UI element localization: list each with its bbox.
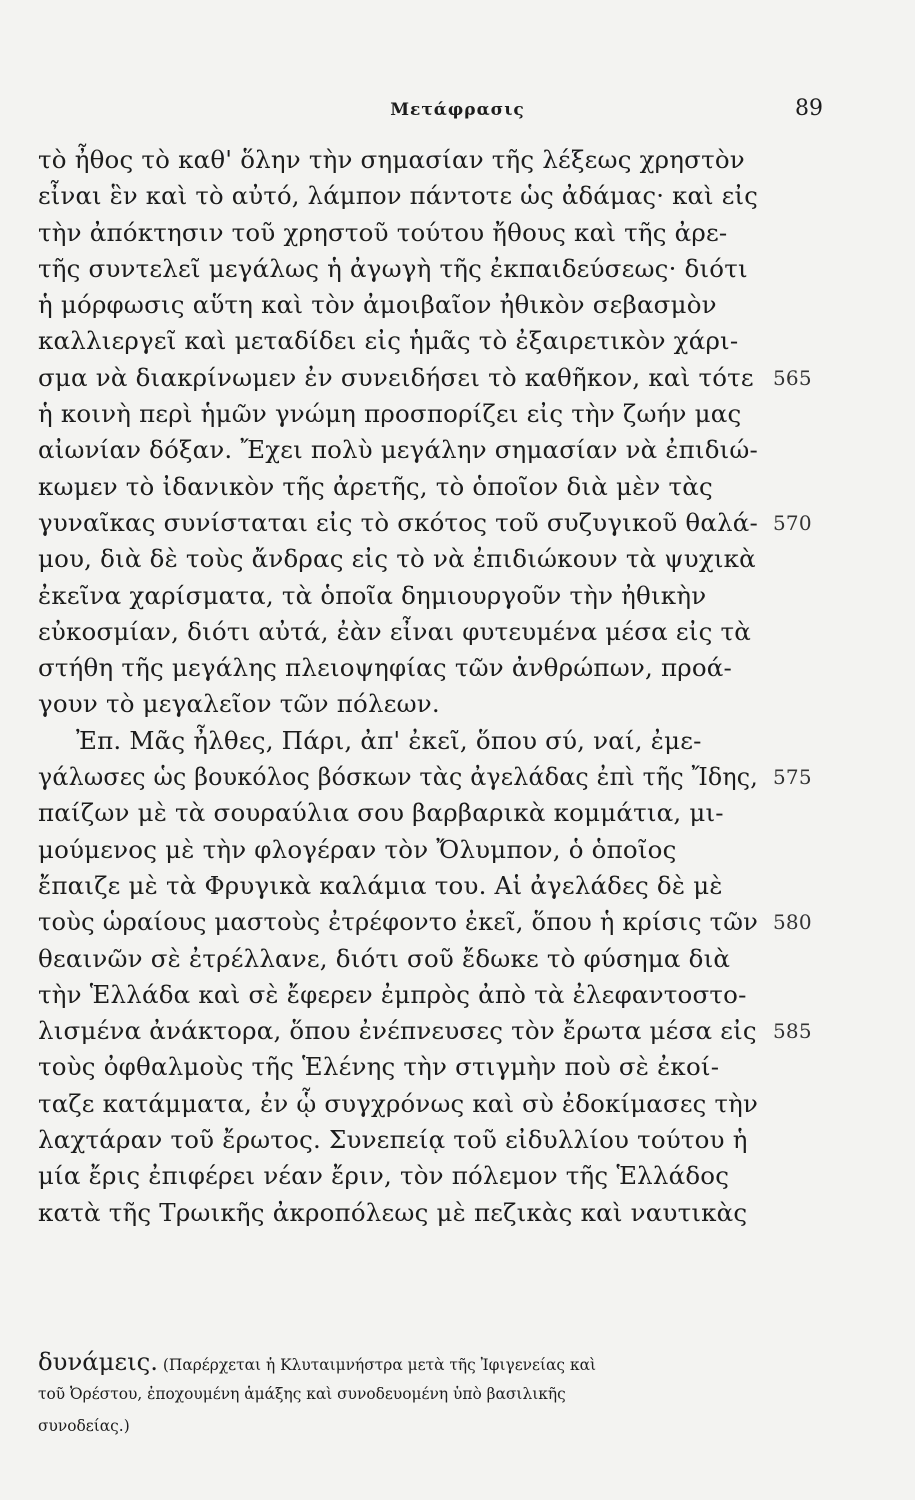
text-body (38, 142, 812, 1231)
stage-direction-line-3: συνοδείας.) (38, 1417, 130, 1435)
line-text: μου, διὰ δὲ τοὺς ἄνδρας εἰς τὸ νὰ ἐπιδιώκουν τὰ ψυχικὰ (38, 544, 756, 574)
line-text: ἡ μόρφωσις αὕτη καὶ τὸν ἀμοιβαῖον ἠθικὸν σεβασμὸν (38, 290, 717, 320)
note-line (38, 1346, 773, 1378)
line-text: τὸ ἦθος τὸ καθ' ὅλην τὴν σημασίαν τῆς λέξεως χρηστὸν (38, 145, 745, 174)
text-line (38, 723, 768, 759)
line-text: αἰωνίαν δόξαν. Ἔχει πολὺ μεγάλην σημασίαν νὰ ἐπιδιώ- (38, 435, 758, 465)
line-number: 585 (773, 1019, 812, 1044)
line-text: μία ἔρις ἐπιφέρει νέαν ἔριν, τὸν πόλεμον τῆς Ἑλλάδος (38, 1161, 730, 1191)
text-line (38, 505, 812, 541)
line-number: 565 (773, 365, 812, 390)
text-line (38, 215, 768, 251)
line-text: λισμένα ἀνάκτορα, ὅπου ἐνέπνευσες τὸν ἔρωτα μέσα εἰς (38, 1016, 757, 1046)
line-text: εἶναι ἓν καὶ τὸ αὐτό, λάμπον πάντοτε ὡς ἀδάμας· καὶ εἰς (38, 181, 758, 211)
text-line (38, 1195, 768, 1231)
text-line (38, 868, 768, 904)
text-line (38, 832, 768, 868)
text-line (38, 360, 812, 396)
line-text: θεαινῶν σὲ ἐτρέλλανε, διότι σοῦ ἔδωκε τὸ φύσημα διὰ (38, 943, 731, 973)
line-text: παίζων μὲ τὰ σουραύλια σου βαρβαρικὰ κομμάτια, μι- (38, 798, 724, 828)
line-text: λαχτάραν τοῦ ἔρωτος. Συνεπείᾳ τοῦ εἰδυλλίου τούτου ἡ (38, 1125, 748, 1155)
text-line (38, 977, 768, 1013)
last-word: δυνάμεις. (38, 1347, 159, 1376)
line-text: γουν τὸ μεγαλεῖον τῶν πόλεων. (38, 689, 440, 719)
line-text: καλλιεργεῖ καὶ μεταδίδει εἰς ἡμᾶς τὸ ἐξαιρετικὸν χάρι- (38, 326, 739, 356)
line-text: γυναῖκας συνίσταται εἰς τὸ σκότος τοῦ συζυγικοῦ θαλά- (38, 507, 758, 537)
stage-direction-line-2: τοῦ Ὀρέστου, ἐποχουμένη ἁμάξης καὶ συνοδευομένη ὑπὸ βασιλικῆς (38, 1385, 566, 1403)
text-line (38, 251, 768, 287)
line-text: στήθη τῆς μεγάλης πλειοψηφίας τῶν ἀνθρώπων, προά- (38, 653, 733, 683)
text-line (38, 759, 812, 795)
running-title: Μετάφρασις (390, 100, 525, 120)
line-text: ἔπαιζε μὲ τὰ Φρυγικὰ καλάμια του. Αἱ ἀγελάδες δὲ μὲ (38, 870, 723, 900)
text-line (38, 1158, 768, 1194)
line-text: σμα νὰ διακρίνωμεν ἐν συνειδήσει τὸ καθῆκον, καὶ τότε (38, 362, 754, 392)
line-text: κωμεν τὸ ἰδανικὸν τῆς ἀρετῆς, τὸ ὁποῖον διὰ μὲν τὰς (38, 471, 713, 501)
line-text: εὐκοσμίαν, διότι αὐτά, ἐὰν εἶναι φυτευμένα μέσα εἰς τὰ (38, 616, 751, 646)
text-line (38, 795, 768, 831)
text-line (38, 396, 768, 432)
line-text: ταζε κατάμματα, ἐν ᾧ συγχρόνως καὶ σὺ ἐδοκίμασες τὴν (38, 1088, 758, 1118)
line-number: 580 (773, 910, 812, 935)
line-text: τῆς συντελεῖ μεγάλως ἡ ἀγωγὴ τῆς ἐκπαιδεύσεως· διότι (38, 253, 748, 283)
line-text: μούμενος μὲ τὴν φλογέραν τὸν Ὄλυμπον, ὁ ὁποῖος (38, 834, 677, 864)
line-text: τὴν Ἑλλάδα καὶ σὲ ἔφερεν ἐμπρὸς ἀπὸ τὰ ἐλεφαντοστο- (38, 979, 747, 1009)
line-text: τοὺς ὀφθαλμοὺς τῆς Ἑλένης τὴν στιγμὴν ποὺ σὲ ἐκοί- (38, 1052, 720, 1082)
line-text: ἐκεῖνα χαρίσματα, τὰ ὁποῖα δημιουργοῦν τὴν ἠθικὴν (38, 580, 707, 610)
line-text: ἡ κοινὴ περὶ ἡμῶν γνώμη προσπορίζει εἰς τὴν ζωήν μας (38, 399, 742, 429)
text-line (38, 323, 768, 359)
page-header (0, 96, 915, 126)
text-line (38, 1122, 768, 1158)
stage-direction (38, 1346, 778, 1442)
text-line (38, 1086, 768, 1122)
stage-direction-line-1: (Παρέρχεται ἡ Κλυταιμνήστρα μετὰ τῆς Ἰφιγενείας καὶ (162, 1356, 597, 1374)
text-line (38, 904, 812, 940)
text-line (38, 541, 768, 577)
line-text: τοὺς ὡραίους μαστοὺς ἐτρέφοντο ἐκεῖ, ὅπου ἡ κρίσις τῶν (38, 907, 758, 937)
line-text: γάλωσες ὡς βουκόλος βόσκων τὰς ἀγελάδας ἐπὶ τῆς Ἴδης, (38, 762, 758, 792)
line-text: τὴν ἀπόκτησιν τοῦ χρηστοῦ τούτου ἤθους καὶ τῆς ἀρε- (38, 217, 728, 247)
text-line (38, 686, 768, 722)
page-number: 89 (795, 96, 823, 121)
text-line (38, 432, 768, 468)
line-number: 575 (773, 765, 812, 790)
line-text: κατὰ τῆς Τρωικῆς ἀκροπόλεως μὲ πεζικὰς καὶ ναυτικὰς (38, 1197, 748, 1227)
text-line (38, 650, 768, 686)
text-line (38, 469, 768, 505)
text-line (38, 941, 768, 977)
text-line (38, 578, 768, 614)
text-line (38, 1049, 768, 1085)
text-line (38, 178, 768, 214)
text-line (38, 1013, 812, 1049)
text-line (38, 142, 768, 178)
line-text: Ἐπ. Μᾶς ἦλθες, Πάρι, ἀπ' ἐκεῖ, ὅπου σύ, ναί, ἐμε- (76, 725, 702, 755)
line-number: 570 (773, 510, 812, 535)
text-line (38, 614, 768, 650)
text-line (38, 287, 768, 323)
